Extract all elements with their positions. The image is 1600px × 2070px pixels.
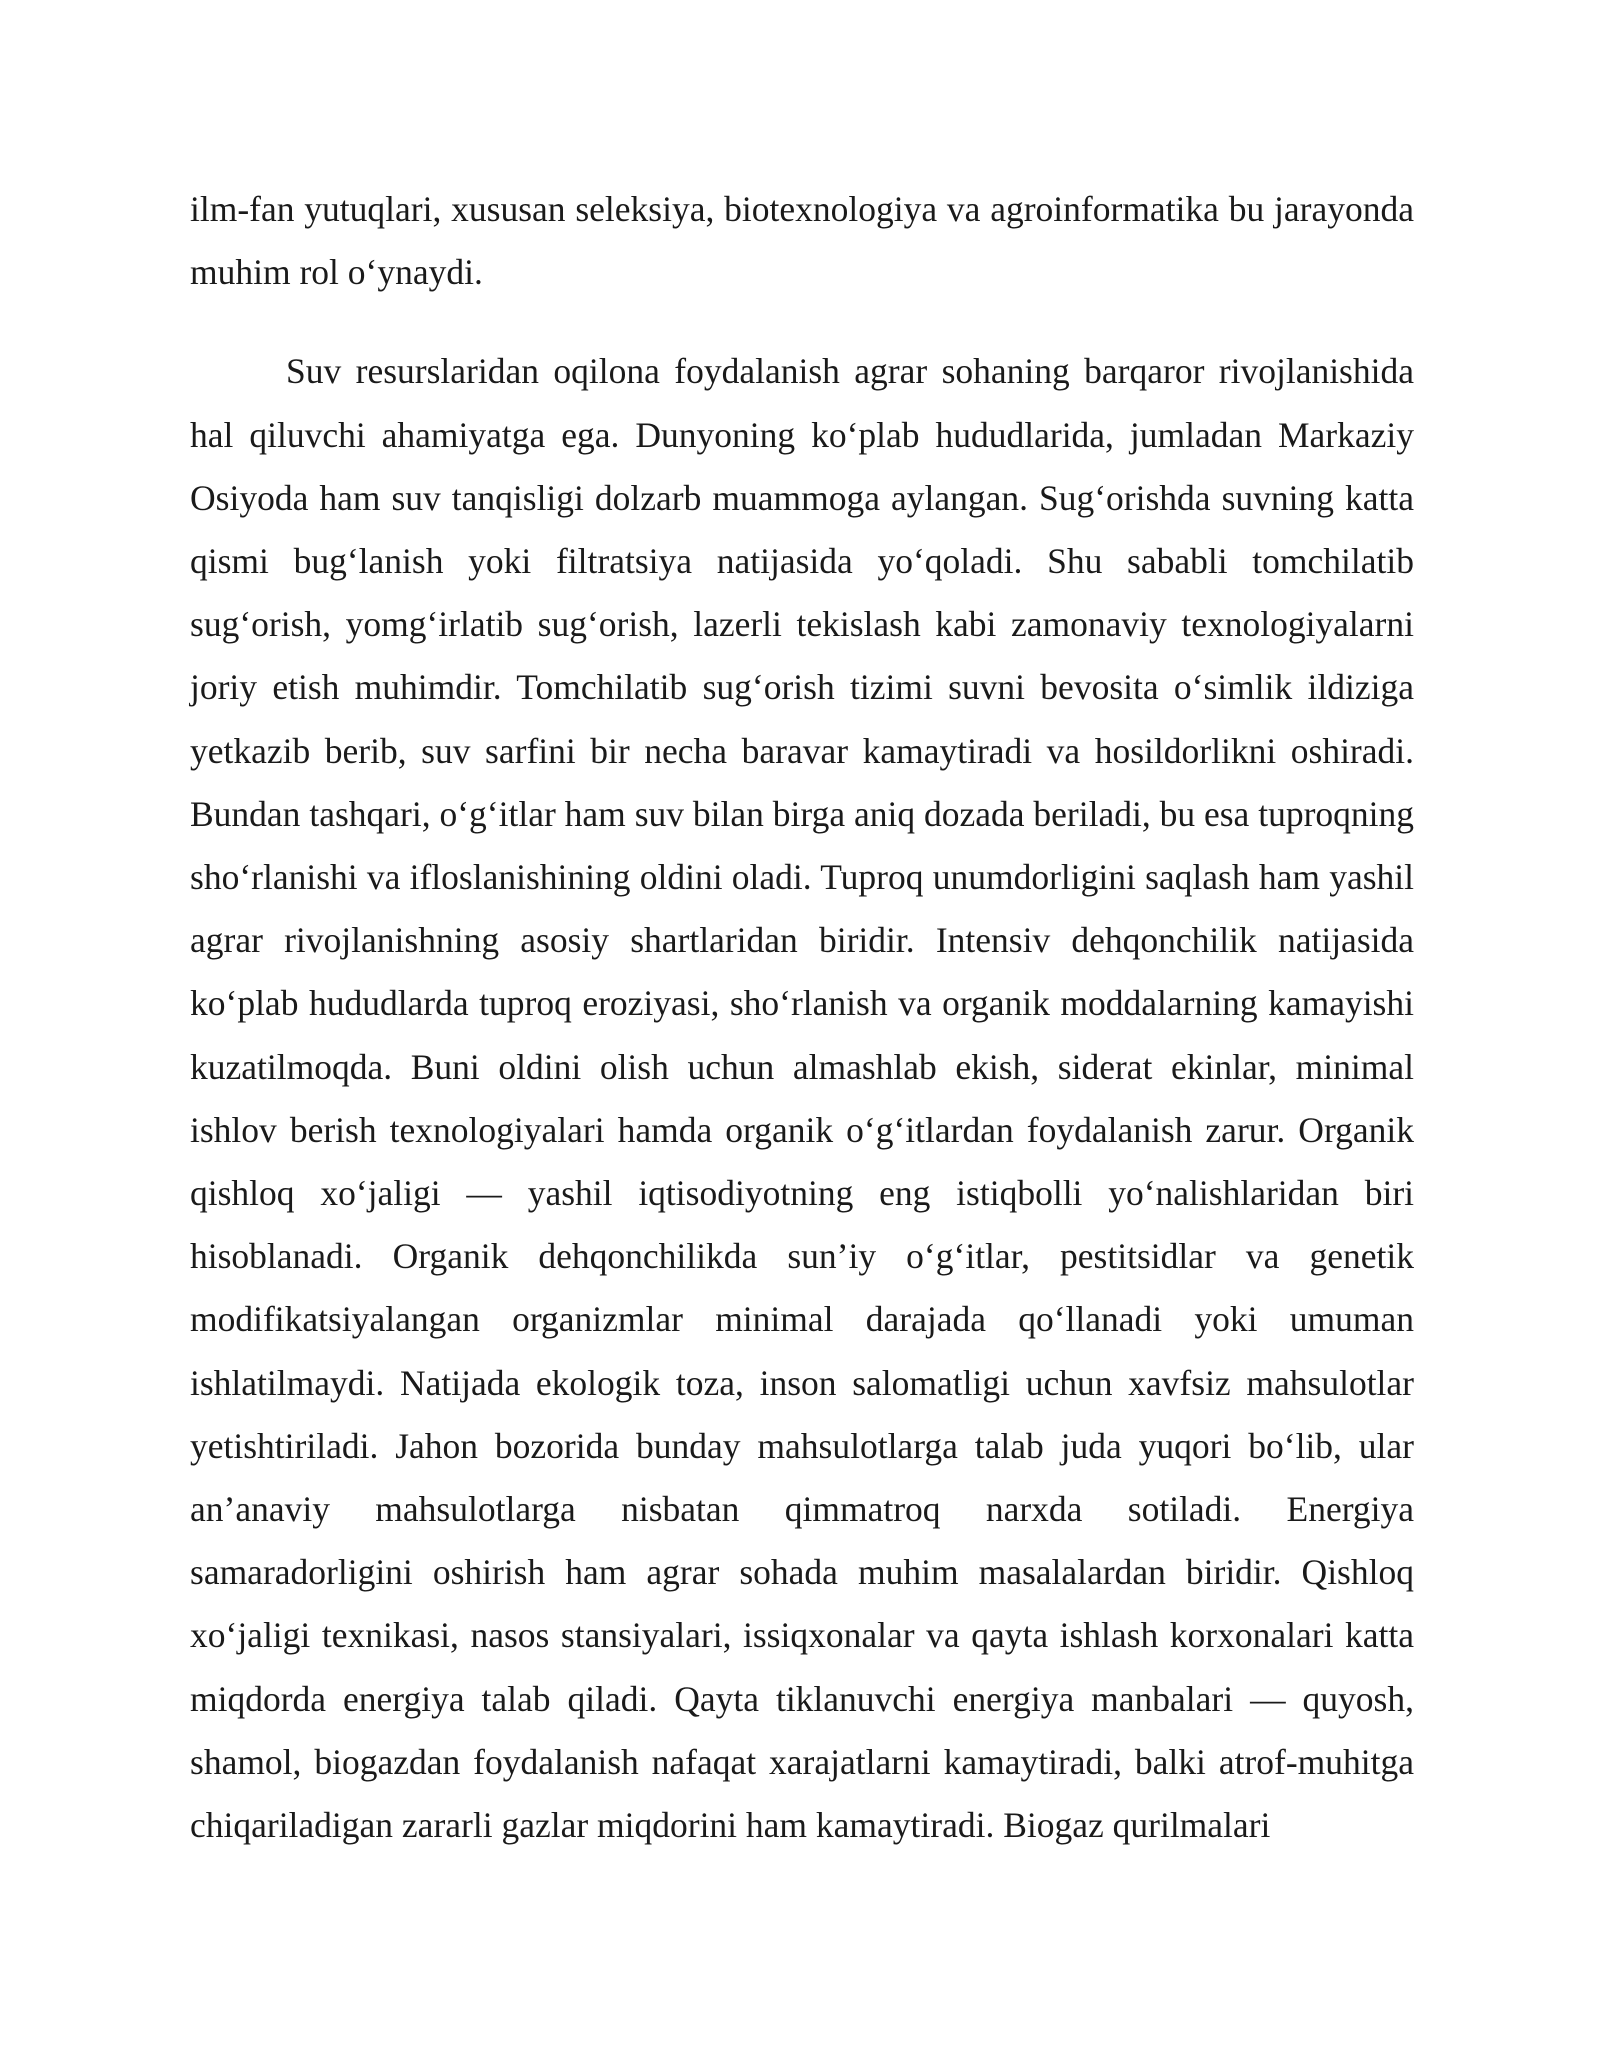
paragraph-water-resources: Suv resurslaridan oqilona foydalanish agrar sohaning barqaror rivojlanishida hal qiluvchi ahamiyatga ega. Dunyoning ko‘plab hududlarida, jumladan Markaziy Osiyoda ham suv tanqisligi dolzarb muammoga aylangan. Sug‘orishda suvning katta qismi bug‘lanish yoki filtratsiya natijasida yo‘qoladi. Shu sababli tomchilatib sug‘orish, yomg‘irlatib sug‘orish, lazerli tekislash kabi zamonaviy texnologiyalarni joriy etish muhimdir. Tomchilatib sug‘orish tizimi suvni bevosita o‘simlik ildiziga yetkazib berib, suv sarfini bir necha baravar kamaytiradi va hosildorlikni oshiradi. Bundan tashqari, o‘g‘itlar ham suv bilan birga aniq dozada beriladi, bu esa tuproqning sho‘rlanishi va ifloslanishining oldini oladi. Tuproq unumdorligini saqlash ham yashil agrar rivojlanishning asosiy shartlaridan biridir. Intensiv dehqonchilik natijasida ko‘plab hududlarda tuproq eroziyasi, sho‘rlanish va organik moddalarning kamayishi kuzatilmoqda. Buni oldini olish uchun almashlab ekish, siderat ekinlar, minimal ishlov berish texnologiyalari hamda organik o‘g‘itlardan foydalanish zarur. Organik qishloq xo‘jaligi — yashil iqtisodiyotning eng istiqbolli yo‘nalishlaridan biri hisoblanadi. Organik dehqonchilikda sun’iy o‘g‘itlar, pestitsidlar va genetik modifikatsiyalangan organizmlar minimal darajada qo‘llanadi yoki umuman ishlatilmaydi. Natijada ekologik toza, inson salomatligi uchun xavfsiz mahsulotlar yetishtiriladi. Jahon bozorida bunday mahsulotlarga talab juda yuqori bo‘lib, ular an’anaviy mahsulotlarga nisbatan qimmatroq narxda sotiladi. Energiya samaradorligini oshirish ham agrar sohada muhim masalalardan biridir. Qishloq xo‘jaligi texnikasi, nasos stansiyalari, issiqxonalar va qayta ishlash korxonalari katta miqdorda energiya talab qiladi. Qayta tiklanuvchi energiya manbalari — quyosh, shamol, biogazdan foydalanish nafaqat xarajatlarni kamaytiradi, balki atrof-muhitga chiqariladigan zararli gazlar miqdorini ham kamaytiradi. Biogaz qurilmalari [190, 351, 1414, 1846]
paragraph-continuation: ilm-fan yutuqlari, xususan seleksiya, biotexnologiya va agroinformatika bu jarayonda muhim rol o‘ynaydi. [190, 189, 1414, 293]
document-body [190, 178, 1414, 1857]
